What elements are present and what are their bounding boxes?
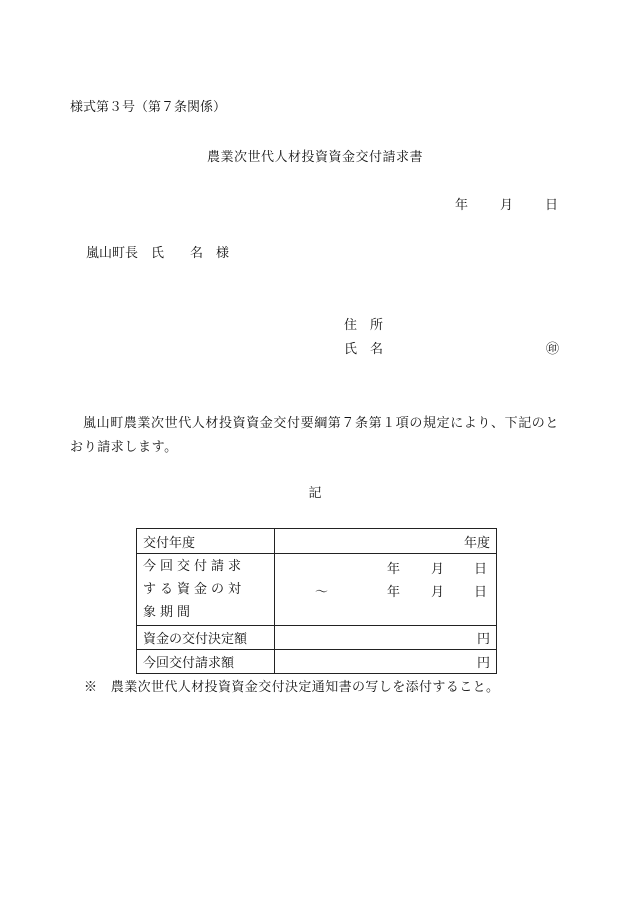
period-end-year: 年 — [387, 585, 401, 600]
date-line — [455, 198, 558, 214]
ki-heading: 記 — [308, 486, 322, 501]
body-text: 嵐山町農業次世代人材投資資金交付要綱第７条第１項の規定により、下記のとおり請求します。 — [70, 416, 560, 455]
period-tilde: ～ — [315, 585, 329, 600]
table-row — [137, 554, 497, 626]
period-label-text: 今回交付請求する資金の対象期間 — [143, 559, 246, 620]
document-title: 農業次世代人材投資資金交付請求書 — [206, 150, 423, 165]
date-year: 年 — [454, 198, 468, 213]
addressee: 嵐山町長 氏 名 様 — [86, 246, 230, 261]
request-amount-value: 円 — [275, 650, 497, 674]
fiscal-year-value: 年度 — [275, 529, 497, 554]
form-number: 様式第３号（第７条関係） — [70, 100, 227, 115]
request-table — [136, 528, 497, 674]
attachment-note: ※ 農業次世代人材投資資金交付決定通知書の写しを添付すること。 — [84, 680, 500, 695]
decided-amount-value: 円 — [275, 626, 497, 650]
table-row — [137, 529, 497, 554]
period-start-year: 年 — [387, 562, 401, 577]
table-row — [137, 650, 497, 674]
period-end-month: 月 — [431, 585, 445, 600]
date-day: 日 — [544, 198, 558, 213]
date-month: 月 — [499, 198, 513, 213]
decided-amount-label: 資金の交付決定額 — [137, 626, 275, 650]
period-start-day: 日 — [474, 562, 488, 577]
period-end-day: 日 — [474, 585, 488, 600]
name-label: 氏 名 — [344, 342, 384, 357]
period-label — [137, 554, 275, 626]
period-start-month: 月 — [431, 562, 445, 577]
request-amount-label: 今回交付請求額 — [137, 650, 275, 674]
fiscal-year-label: 交付年度 — [137, 529, 275, 554]
seal-mark: ㊞ — [546, 342, 560, 357]
address-label: 住 所 — [344, 318, 384, 333]
period-values — [275, 554, 496, 625]
period-cell — [275, 554, 497, 626]
table-row — [137, 626, 497, 650]
